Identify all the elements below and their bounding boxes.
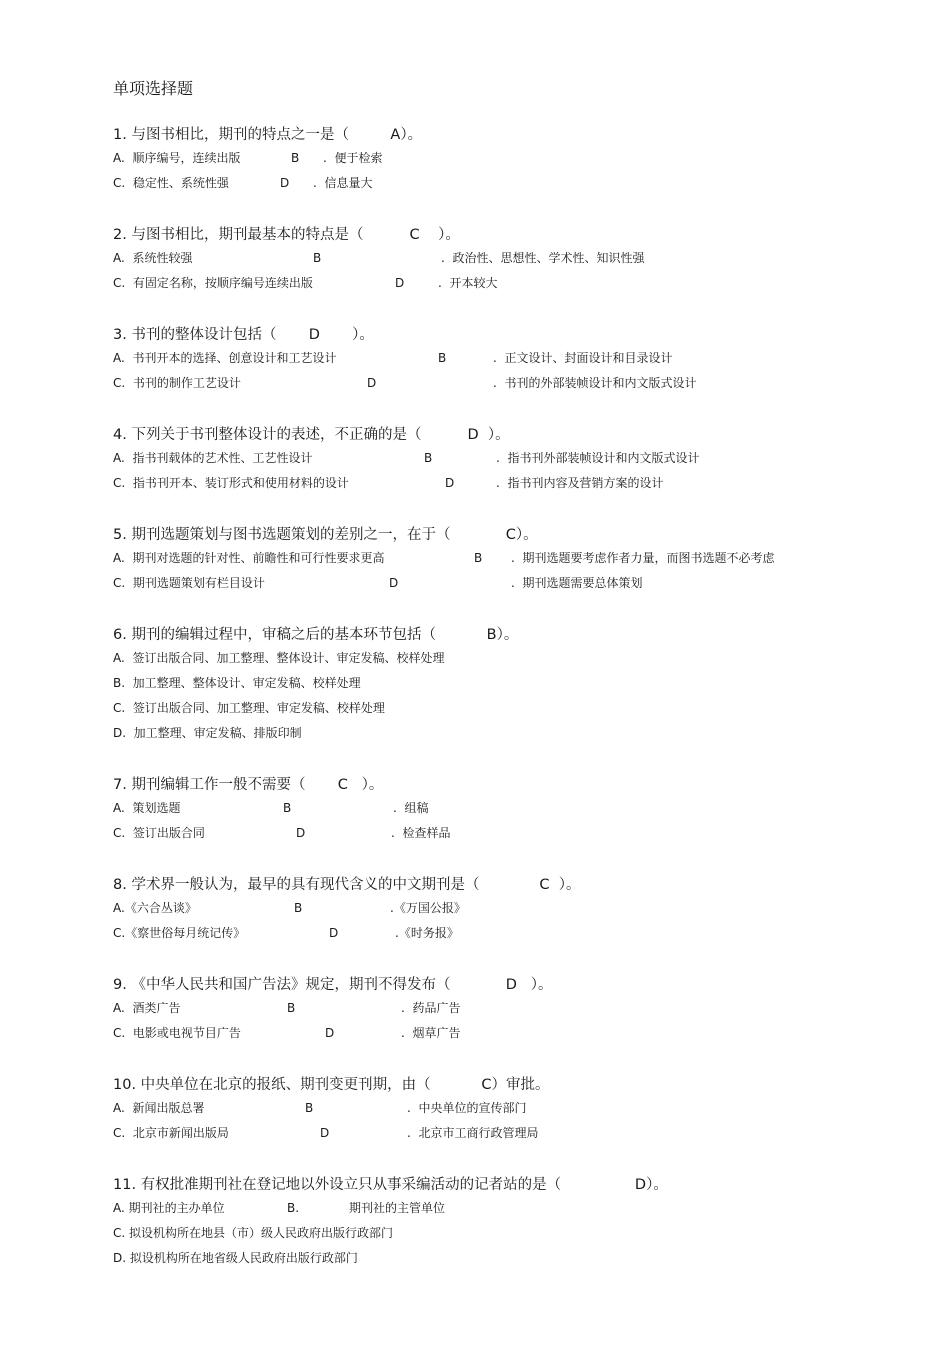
question-10 — [113, 1076, 913, 1146]
question-stem: 11. 有权批准期刊社在登记地以外设立只从事采编活动的记者站的是（ D）。 — [113, 1177, 668, 1193]
question-6 — [113, 626, 913, 746]
option-row — [113, 996, 913, 1021]
question-stem: 2. 与图书相比，期刊最基本的特点是（ C ）。 — [113, 227, 460, 243]
option-text-right: . 政治性、思想性、学术性、知识性强 — [441, 251, 645, 265]
option-text: A.《六合丛谈》 — [113, 901, 197, 915]
option-row — [113, 546, 913, 571]
option-list — [113, 1096, 913, 1146]
option-text-right: . 书刊的外部装帧设计和内文版式设计 — [493, 376, 697, 390]
option-list — [113, 1196, 913, 1271]
option-list — [113, 346, 913, 396]
option-text: C. 拟设机构所在地县（市）级人民政府出版行政部门 — [113, 1226, 394, 1240]
option-row — [113, 246, 913, 271]
option-letter: B — [287, 1001, 296, 1015]
option-letter: B — [305, 1101, 314, 1115]
question-stem: 5. 期刊选题策划与图书选题策划的差别之一，在于（ C）。 — [113, 527, 538, 543]
option-text-right: . 检查样品 — [391, 826, 451, 840]
question-2 — [113, 226, 913, 296]
question-stem: 7. 期刊编辑工作一般不需要（ C ）。 — [113, 777, 384, 793]
option-row — [113, 921, 913, 946]
question-11 — [113, 1176, 913, 1271]
option-list — [113, 546, 913, 596]
question-4 — [113, 426, 913, 496]
option-row — [113, 171, 913, 196]
question-8 — [113, 876, 913, 946]
option-text: C.《察世俗每月统记传》 — [113, 926, 246, 940]
option-text: A. 期刊社的主办单位 — [113, 1201, 225, 1215]
option-text: D. 加工整理、审定发稿、排版印制 — [113, 726, 302, 740]
option-row — [113, 1021, 913, 1046]
option-letter: B — [438, 351, 447, 365]
option-text: C. 签订出版合同 — [113, 826, 205, 840]
option-text: C. 电影或电视节目广告 — [113, 1026, 241, 1040]
option-text-right: . 期刊选题要考虑作者力量，而图书选题不必考虑 — [511, 551, 775, 565]
option-row — [113, 821, 913, 846]
option-row — [113, 346, 913, 371]
option-text: C. 指书刊开本、装订形式和使用材料的设计 — [113, 476, 349, 490]
option-letter: D — [367, 376, 377, 390]
option-row — [113, 646, 913, 671]
option-text: A. 指书刊载体的艺术性、工艺性设计 — [113, 451, 313, 465]
option-text: A. 系统性较强 — [113, 251, 193, 265]
option-row — [113, 671, 913, 696]
option-row — [113, 1096, 913, 1121]
option-letter: D — [445, 476, 455, 490]
question-stem: 1. 与图书相比，期刊的特点之一是（ A）。 — [113, 127, 423, 143]
option-list — [113, 796, 913, 846]
option-text-right: . 药品广告 — [401, 1001, 461, 1015]
option-text: A. 顺序编号，连续出版 — [113, 151, 241, 165]
option-row — [113, 1196, 913, 1221]
option-text-right: . 中央单位的宣传部门 — [407, 1101, 527, 1115]
option-text: C. 有固定名称，按顺序编号连续出版 — [113, 276, 313, 290]
option-row — [113, 896, 913, 921]
option-row — [113, 146, 913, 171]
question-stem: 6. 期刊的编辑过程中，审稿之后的基本环节包括（ B）。 — [113, 627, 519, 643]
option-text: C. 期刊选题策划有栏目设计 — [113, 576, 265, 590]
option-text: A. 签订出版合同、加工整理、整体设计、审定发稿、校样处理 — [113, 651, 445, 665]
option-text-right: . 便于检索 — [323, 151, 383, 165]
option-text-right: . 烟草广告 — [401, 1026, 461, 1040]
option-text-right: . 指书刊外部装帧设计和内文版式设计 — [496, 451, 700, 465]
option-letter: D — [280, 176, 290, 190]
option-text-right: .《时务报》 — [395, 926, 459, 940]
question-5 — [113, 526, 913, 596]
option-text: A. 期刊对选题的针对性、前瞻性和可行性要求更高 — [113, 551, 385, 565]
option-letter: D — [320, 1126, 330, 1140]
option-letter: B — [424, 451, 433, 465]
option-text: C. 稳定性、系统性强 — [113, 176, 229, 190]
option-letter: B. — [287, 1201, 300, 1215]
option-letter: D — [389, 576, 399, 590]
question-stem: 9. 《中华人民共和国广告法》规定，期刊不得发布（ D ）。 — [113, 977, 553, 993]
option-text: B. 加工整理、整体设计、审定发稿、校样处理 — [113, 676, 361, 690]
option-text-right: . 期刊选题需要总体策划 — [511, 576, 643, 590]
option-text-right: . 北京市工商行政管理局 — [407, 1126, 539, 1140]
question-stem: 3. 书刊的整体设计包括（ D ）。 — [113, 327, 374, 343]
option-text: D. 拟设机构所在地省级人民政府出版行政部门 — [113, 1251, 358, 1265]
option-text: A. 书刊开本的选择、创意设计和工艺设计 — [113, 351, 337, 365]
option-letter: D — [325, 1026, 335, 1040]
option-row — [113, 721, 913, 746]
option-letter: B — [291, 151, 300, 165]
option-row — [113, 796, 913, 821]
option-text-right: . 组稿 — [393, 801, 429, 815]
question-3 — [113, 326, 913, 396]
option-letter: D — [296, 826, 306, 840]
option-list — [113, 896, 913, 946]
option-letter: B — [294, 901, 303, 915]
option-text: C. 北京市新闻出版局 — [113, 1126, 229, 1140]
option-text-right: . 开本较大 — [438, 276, 498, 290]
option-letter: B — [313, 251, 322, 265]
option-text: A. 策划选题 — [113, 801, 181, 815]
option-text-right: . 指书刊内容及营销方案的设计 — [496, 476, 664, 490]
question-stem: 8. 学术界一般认为，最早的具有现代含义的中文期刊是（ C ）。 — [113, 877, 581, 893]
question-9 — [113, 976, 913, 1046]
option-list — [113, 446, 913, 496]
option-text-right: . 信息量大 — [313, 176, 373, 190]
option-text: A. 酒类广告 — [113, 1001, 181, 1015]
option-text: C. 书刊的制作工艺设计 — [113, 376, 241, 390]
option-row — [113, 1121, 913, 1146]
option-text-right: .《万国公报》 — [390, 901, 466, 915]
option-row — [113, 1246, 913, 1271]
page-title: 单项选择题 — [113, 79, 194, 98]
question-7 — [113, 776, 913, 846]
option-list — [113, 646, 913, 746]
option-row — [113, 1221, 913, 1246]
option-row — [113, 571, 913, 596]
option-letter: D — [395, 276, 405, 290]
option-text: C. 签订出版合同、加工整理、审定发稿、校样处理 — [113, 701, 385, 715]
option-letter: B — [474, 551, 483, 565]
option-text-right: 期刊社的主管单位 — [349, 1201, 446, 1215]
option-row — [113, 271, 913, 296]
option-text-right: . 正文设计、封面设计和目录设计 — [493, 351, 673, 365]
option-row — [113, 446, 913, 471]
question-stem: 4. 下列关于书刊整体设计的表述，不正确的是（ D ）。 — [113, 427, 510, 443]
option-row — [113, 371, 913, 396]
question-1 — [113, 126, 913, 196]
option-letter: B — [283, 801, 292, 815]
option-letter: D — [329, 926, 339, 940]
option-row — [113, 696, 913, 721]
option-list — [113, 246, 913, 296]
option-list — [113, 146, 913, 196]
option-row — [113, 471, 913, 496]
option-text: A. 新闻出版总署 — [113, 1101, 205, 1115]
option-list — [113, 996, 913, 1046]
question-stem: 10. 中央单位在北京的报纸、期刊变更刊期，由（ C）审批。 — [113, 1077, 550, 1093]
